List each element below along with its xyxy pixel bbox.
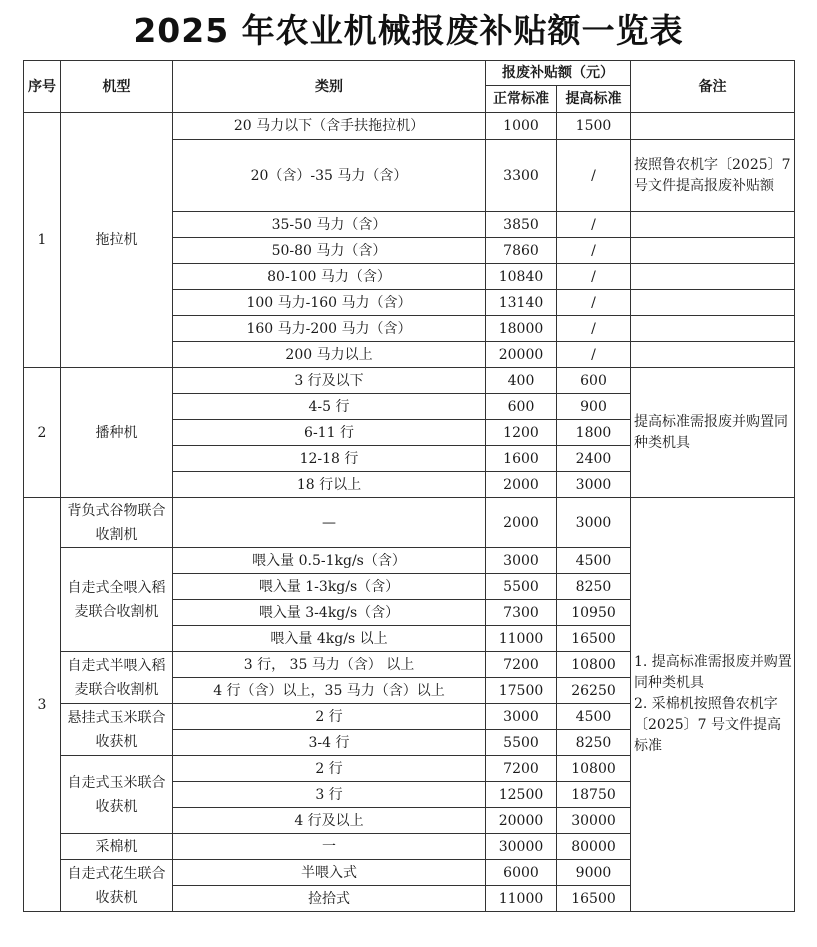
category-cell: 3-4 行 — [173, 730, 486, 756]
raised-value: 10800 — [557, 756, 631, 782]
raised-value: 9000 — [557, 860, 631, 886]
category-cell: 80-100 马力（含） — [173, 264, 486, 290]
category-cell: 喂入量 0.5-1kg/s（含） — [173, 548, 486, 574]
remark-line: 2. 采棉机按照鲁农机字〔2025〕7 号文件提高标准 — [634, 696, 781, 754]
category-cell: 6-11 行 — [173, 420, 486, 446]
raised-value: / — [557, 238, 631, 264]
group-index: 1 — [24, 113, 61, 368]
category-cell: 4 行（含）以上，35 马力（含）以上 — [173, 678, 486, 704]
category-cell: 20（含）-35 马力（含） — [173, 140, 486, 212]
table-row — [24, 498, 795, 548]
category-cell: 3 行， 35 马力（含） 以上 — [173, 652, 486, 678]
machine-type: 拖拉机 — [61, 113, 173, 368]
raised-value: 4500 — [557, 548, 631, 574]
raised-value: 26250 — [557, 678, 631, 704]
category-cell: 12-18 行 — [173, 446, 486, 472]
category-cell: 18 行以上 — [173, 472, 486, 498]
machine-type: 自走式花生联合收获机 — [61, 860, 173, 912]
remark-cell — [631, 316, 795, 342]
normal-value: 6000 — [486, 860, 557, 886]
normal-value: 1200 — [486, 420, 557, 446]
raised-value: 8250 — [557, 730, 631, 756]
category-cell: 4 行及以上 — [173, 808, 486, 834]
machine-type: 悬挂式玉米联合收获机 — [61, 704, 173, 756]
header-category: 类别 — [173, 61, 486, 113]
category-cell: 2 行 — [173, 704, 486, 730]
category-cell: 3 行 — [173, 782, 486, 808]
raised-value: 10950 — [557, 600, 631, 626]
raised-value: 600 — [557, 368, 631, 394]
normal-value: 11000 — [486, 886, 557, 912]
category-cell: 4-5 行 — [173, 394, 486, 420]
header-machine: 机型 — [61, 61, 173, 113]
category-cell: 20 马力以下（含手扶拖拉机） — [173, 113, 486, 140]
category-cell: 50-80 马力（含） — [173, 238, 486, 264]
header-raised: 提高标准 — [557, 86, 631, 113]
header-index: 序号 — [24, 61, 61, 113]
raised-value: / — [557, 264, 631, 290]
category-cell: 喂入量 4kg/s 以上 — [173, 626, 486, 652]
normal-value: 2000 — [486, 498, 557, 548]
normal-value: 3000 — [486, 548, 557, 574]
normal-value: 5500 — [486, 574, 557, 600]
normal-value: 12500 — [486, 782, 557, 808]
raised-value: 16500 — [557, 886, 631, 912]
normal-value: 600 — [486, 394, 557, 420]
category-cell: 100 马力-160 马力（含） — [173, 290, 486, 316]
raised-value: 3000 — [557, 498, 631, 548]
raised-value: / — [557, 316, 631, 342]
raised-value: 30000 — [557, 808, 631, 834]
remark-cell — [631, 264, 795, 290]
raised-value: / — [557, 342, 631, 368]
remark-cell: 提高标准需报废并购置同种类机具 — [631, 368, 795, 498]
remark-cell — [631, 290, 795, 316]
raised-value: / — [557, 212, 631, 238]
normal-value: 3850 — [486, 212, 557, 238]
normal-value: 20000 — [486, 342, 557, 368]
category-cell: — — [173, 498, 486, 548]
remark-cell — [631, 113, 795, 140]
normal-value: 2000 — [486, 472, 557, 498]
group-index: 2 — [24, 368, 61, 498]
group-index: 3 — [24, 498, 61, 912]
normal-value: 18000 — [486, 316, 557, 342]
remark-line: 1. 提高标准需报废并购置同种类机具 — [634, 654, 792, 691]
normal-value: 13140 — [486, 290, 557, 316]
header-remark: 备注 — [631, 61, 795, 113]
remark-cell — [631, 498, 795, 912]
raised-value: / — [557, 140, 631, 212]
category-cell: 200 马力以上 — [173, 342, 486, 368]
raised-value: 10800 — [557, 652, 631, 678]
category-cell: 160 马力-200 马力（含） — [173, 316, 486, 342]
normal-value: 400 — [486, 368, 557, 394]
normal-value: 1600 — [486, 446, 557, 472]
category-cell: 2 行 — [173, 756, 486, 782]
raised-value: 1800 — [557, 420, 631, 446]
normal-value: 3300 — [486, 140, 557, 212]
normal-value: 3000 — [486, 704, 557, 730]
normal-value: 5500 — [486, 730, 557, 756]
header-row — [24, 61, 795, 86]
header-normal: 正常标准 — [486, 86, 557, 113]
raised-value: / — [557, 290, 631, 316]
normal-value: 10840 — [486, 264, 557, 290]
raised-value: 8250 — [557, 574, 631, 600]
remark-cell — [631, 342, 795, 368]
raised-value: 3000 — [557, 472, 631, 498]
machine-type: 背负式谷物联合收割机 — [61, 498, 173, 548]
category-cell: 半喂入式 — [173, 860, 486, 886]
table-row — [24, 368, 795, 394]
page-title: 2025 年农业机械报废补贴额一览表 — [133, 11, 684, 50]
category-cell: 捡拾式 — [173, 886, 486, 912]
normal-value: 11000 — [486, 626, 557, 652]
raised-value: 16500 — [557, 626, 631, 652]
machine-type: 自走式半喂入稻麦联合收割机 — [61, 652, 173, 704]
category-cell: 喂入量 1-3kg/s（含） — [173, 574, 486, 600]
normal-value: 20000 — [486, 808, 557, 834]
normal-value: 17500 — [486, 678, 557, 704]
normal-value: 7860 — [486, 238, 557, 264]
raised-value: 80000 — [557, 834, 631, 860]
raised-value: 18750 — [557, 782, 631, 808]
remark-cell — [631, 238, 795, 264]
normal-value: 1000 — [486, 113, 557, 140]
machine-type: 播种机 — [61, 368, 173, 498]
machine-type: 自走式全喂入稻麦联合收割机 — [61, 548, 173, 652]
raised-value: 1500 — [557, 113, 631, 140]
subsidy-table — [23, 60, 795, 912]
table-row — [24, 113, 795, 140]
raised-value: 2400 — [557, 446, 631, 472]
normal-value: 7200 — [486, 756, 557, 782]
remark-cell — [631, 212, 795, 238]
header-subsidy: 报废补贴额（元） — [486, 61, 631, 86]
raised-value: 4500 — [557, 704, 631, 730]
machine-type: 采棉机 — [61, 834, 173, 860]
remark-cell: 按照鲁农机字〔2025〕7号文件提高报废补贴额 — [631, 140, 795, 212]
category-cell: 喂入量 3-4kg/s（含） — [173, 600, 486, 626]
normal-value: 30000 — [486, 834, 557, 860]
normal-value: 7200 — [486, 652, 557, 678]
normal-value: 7300 — [486, 600, 557, 626]
category-cell: 3 行及以下 — [173, 368, 486, 394]
category-cell: 35-50 马力（含） — [173, 212, 486, 238]
machine-type: 自走式玉米联合收获机 — [61, 756, 173, 834]
category-cell: 一 — [173, 834, 486, 860]
raised-value: 900 — [557, 394, 631, 420]
